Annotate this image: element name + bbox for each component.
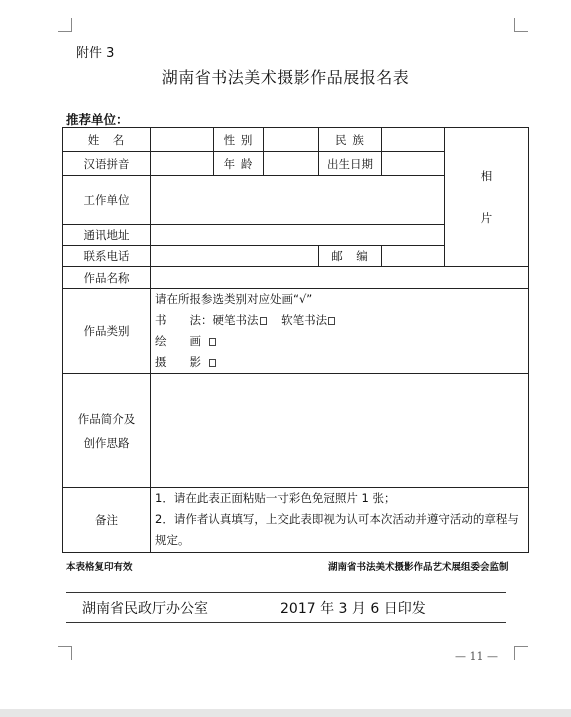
postcode-field[interactable] <box>382 246 445 267</box>
age-label: 年 龄 <box>214 152 264 176</box>
name-label: 姓 名 <box>63 128 151 152</box>
crop-mark-top-right <box>514 18 528 32</box>
footer-rule-top <box>66 592 506 593</box>
ethnicity-field[interactable] <box>382 128 445 152</box>
painting-label: 绘 画 <box>155 334 201 348</box>
gender-label: 性 别 <box>214 128 264 152</box>
work-unit-field[interactable] <box>151 176 445 225</box>
gender-field[interactable] <box>264 128 319 152</box>
birthdate-label: 出生日期 <box>319 152 382 176</box>
address-label: 通讯地址 <box>63 225 151 246</box>
pinyin-label: 汉语拼音 <box>63 152 151 176</box>
category-label: 作品类别 <box>63 289 151 374</box>
name-field[interactable] <box>151 128 214 152</box>
phone-field[interactable] <box>151 246 319 267</box>
soft-pen-label: 软笔书法 <box>281 313 328 327</box>
painting-checkbox[interactable] <box>209 338 216 346</box>
note-1: 1．请在此表正面粘贴一寸彩色免冠照片 1 张； <box>155 491 396 505</box>
photography-checkbox[interactable] <box>209 359 216 367</box>
photography-label: 摄 影 <box>155 355 201 369</box>
intro-label <box>63 374 151 488</box>
hard-pen-checkbox[interactable] <box>260 317 267 325</box>
postcode-label: 邮 编 <box>319 246 382 267</box>
soft-pen-checkbox[interactable] <box>328 317 335 325</box>
calligraphy-label: 书 法： <box>155 313 213 327</box>
photo-label-char-1: 相 <box>480 169 493 183</box>
notes-content <box>151 488 529 553</box>
page-title: 湖南省书法美术摄影作品展报名表 <box>161 68 410 87</box>
window-bottom-strip <box>0 709 571 717</box>
crop-mark-bottom-left <box>58 646 72 660</box>
notes-label: 备注 <box>63 488 151 553</box>
work-title-label: 作品名称 <box>63 267 151 289</box>
photo-cell[interactable] <box>445 128 529 267</box>
issue-date-text: 2017 年 3 月 6 日印发 <box>280 601 426 617</box>
calligraphy-row <box>155 310 528 331</box>
footer-rule-bottom <box>66 622 506 623</box>
note-2-line-1: 2．请作者认真填写，上交此表即视为认可本次活动并遵守活动的章程与 <box>155 512 519 526</box>
intro-label-line-2: 创作思路 <box>83 435 130 450</box>
intro-field[interactable] <box>151 374 529 488</box>
painting-row <box>155 331 528 352</box>
supervisor-note: 湖南省书法美术摄影作品艺术展组委会监制 <box>328 562 509 573</box>
hard-pen-label: 硬笔书法 <box>212 313 259 327</box>
attachment-label: 附件 3 <box>76 46 115 61</box>
work-title-field[interactable] <box>151 267 529 289</box>
crop-mark-top-left <box>58 18 72 32</box>
registration-form-table <box>62 127 529 553</box>
work-unit-label: 工作单位 <box>63 176 151 225</box>
crop-mark-bottom-right <box>514 646 528 660</box>
page-number: — 11 — <box>455 650 498 663</box>
birthdate-field[interactable] <box>382 152 445 176</box>
age-field[interactable] <box>264 152 319 176</box>
category-options <box>151 289 529 374</box>
address-field[interactable] <box>151 225 445 246</box>
photography-row <box>155 352 528 373</box>
recommender-label: 推荐单位： <box>66 112 129 127</box>
photo-label-char-2: 片 <box>480 211 493 225</box>
intro-label-line-1: 作品简介及 <box>77 411 136 426</box>
phone-label: 联系电话 <box>63 246 151 267</box>
ethnicity-label: 民 族 <box>319 128 382 152</box>
pinyin-field[interactable] <box>151 152 214 176</box>
category-instruction: 请在所报参选类别对应处画“√” <box>155 292 313 306</box>
note-2-line-2: 规定。 <box>155 533 190 547</box>
copy-valid-note: 本表格复印有效 <box>66 562 133 573</box>
issuer-text: 湖南省民政厅办公室 <box>82 601 208 617</box>
